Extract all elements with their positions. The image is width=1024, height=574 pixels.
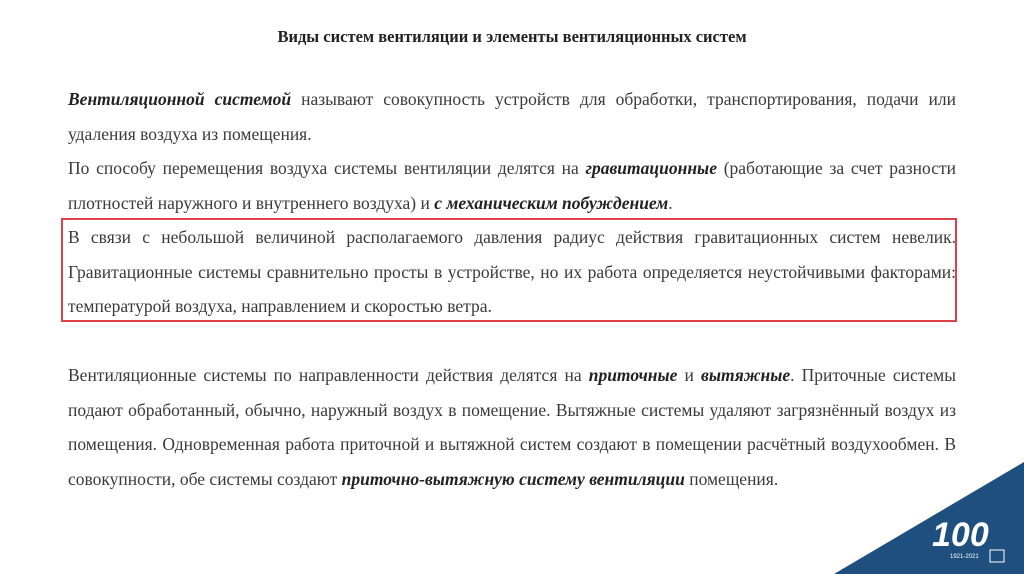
classification-text-3: . bbox=[668, 192, 673, 213]
term-supply: приточные bbox=[588, 365, 678, 385]
anniversary-number: 100 bbox=[932, 516, 989, 554]
direction-text-2: и bbox=[677, 365, 702, 385]
definition-paragraph bbox=[68, 82, 956, 151]
classification-text-2: (работающие за счет разности плотностей наружного и внутреннего воздуха) и bbox=[68, 158, 957, 213]
term-gravitational: гравитационные bbox=[585, 158, 717, 178]
page-title: Виды систем вентиляции и элементы вентиляционных систем bbox=[277, 27, 747, 46]
classification-text-1: По способу перемещения воздуха системы вентиляции делятся на bbox=[68, 158, 586, 178]
anniversary-years: 1921-2021 bbox=[950, 554, 979, 560]
term-supply-exhaust: приточно-вытяжную систему вентиляции bbox=[341, 468, 685, 489]
corner-band bbox=[834, 462, 1024, 574]
direction-text-3: . Приточные системы подают обработанный, обычно, наружный воздух в помещение. Вытяжные системы удаляют загрязнённый воздух из помещения. Одновременная работа приточной и вытяжной систем создают в помещении расчётный воздухообмен. В совокупности, обе системы создают bbox=[68, 365, 956, 489]
classification-paragraph bbox=[68, 151, 956, 220]
gravitational-paragraph: В связи с небольшой величиной располагаемого давления радиус действия гравитационных систем невелик. Гравитационные системы сравнительно просты в устройстве, но их работа определяется неустойчивыми факторами: температурой воздуха, направлением и скоростью ветра. bbox=[68, 227, 956, 316]
direction-text-4: помещения. bbox=[684, 468, 779, 489]
definition-text: называют совокупность устройств для обработки, транспортирования, подачи или удаления воздуха из помещения. bbox=[68, 89, 956, 144]
direction-text-1: Вентиляционные системы по направленности действия делятся на bbox=[68, 365, 589, 385]
term-exhaust: вытяжные bbox=[701, 365, 791, 385]
anniversary-corner bbox=[764, 434, 1024, 574]
term-mechanical: с механическим побуждением bbox=[434, 192, 669, 213]
term-ventilation-system: Вентиляционной системой bbox=[68, 89, 292, 109]
